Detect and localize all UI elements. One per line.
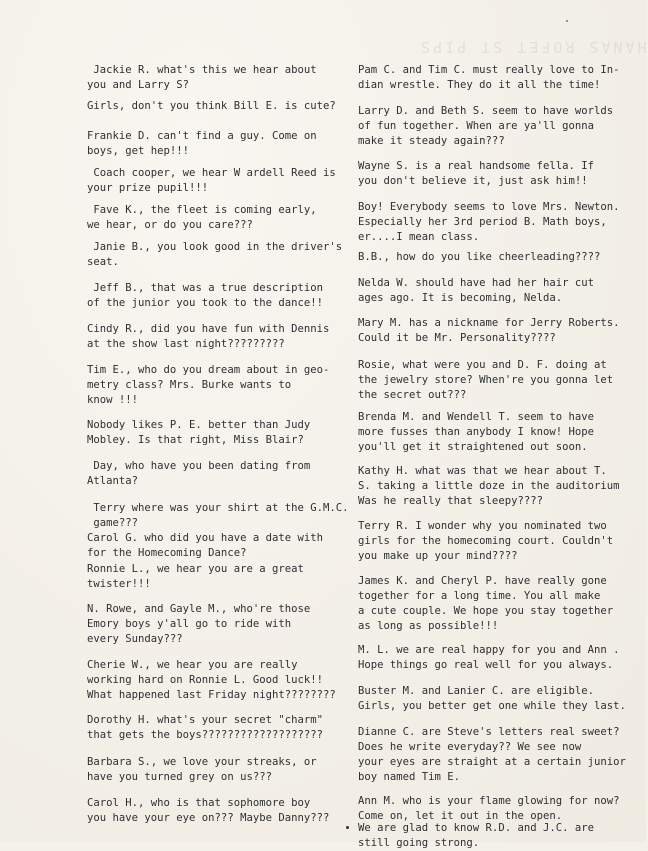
- gossip-item: Brenda M. and Wendell T. seem to have more fusses than anybody I know! Hope you'll get it straightened out soon.: [358, 411, 594, 453]
- gossip-item: Ann M. who is your flame glowing for now? Come on, let it out in the open.: [358, 795, 620, 822]
- gossip-item: N. Rowe, and Gayle M., who're those Emory boys y'all go to ride with every Sunday???: [87, 603, 311, 645]
- gossip-item: Carol H., who is that sophomore boy you have your eye on??? Maybe Danny???: [87, 797, 330, 824]
- gossip-item: Boy! Everybody seems to love Mrs. Newton. Especially her 3rd period B. Math boys, er....I mean class.: [358, 201, 620, 243]
- gossip-item: Nelda W. should have had her hair cut ages ago. It is becoming, Nelda.: [358, 277, 594, 304]
- gossip-item: Day, who have you been dating from Atlanta?: [87, 460, 311, 487]
- gossip-item: Tim E., who do you dream about in geo- metry class? Mrs. Burke wants to know !!!: [87, 364, 330, 406]
- gossip-item: M. L. we are real happy for you and Ann . Hope things go real well for you always.: [358, 644, 620, 671]
- gossip-item: Janie B., you look good in the driver's seat.: [87, 241, 343, 268]
- gossip-item: Frankie D. can't find a guy. Come on boys, get hep!!!: [87, 130, 317, 157]
- gossip-item: Barbara S., we love your streaks, or have you turned grey on us???: [87, 756, 317, 783]
- gossip-item: James K. and Cheryl P. have really gone together for a long time. You all make a cute couple. We hope you stay together as long as possible!!!: [358, 575, 614, 632]
- gossip-item: Girls, don't you think Bill E. is cute?: [87, 100, 336, 112]
- gossip-item: Buster M. and Lanier C. are eligible. Girls, you better get one while they last.: [358, 685, 626, 712]
- gossip-item: Ronnie L., we hear you are a great twister!!!: [87, 563, 304, 590]
- gossip-item: Dianne C. are Steve's letters real sweet? Does he write everyday?? We see now your eyes are straight at a certain junior boy named Tim E.: [358, 726, 626, 783]
- gossip-item: Coach cooper, we hear W ardell Reed is your prize pupil!!!: [87, 167, 336, 194]
- gossip-item: Dorothy H. what's your secret "charm" that gets the boys???????????????????: [87, 714, 323, 741]
- gossip-item: Nobody likes P. E. better than Judy Mobley. Is that right, Miss Blair?: [87, 419, 311, 446]
- gossip-item: We are glad to know R.D. and J.C. are still going strong.: [358, 822, 594, 849]
- gossip-item: B.B., how do you like cheerleading????: [358, 251, 601, 263]
- speck-mark: [566, 20, 568, 22]
- gossip-item: Jeff B., that was a true description of the junior you took to the dance!!: [87, 282, 323, 309]
- gossip-item: Larry D. and Beth S. seem to have worlds of fun together. When are ya'll gonna make it steady again???: [358, 105, 614, 147]
- gossip-item: Terry where was your shirt at the G.M.C. game??? Carol G. who did you have a date with for the Homecoming Dance?: [87, 502, 349, 559]
- bleed-through-header: HANAS ROFET ST PIPS: [418, 38, 647, 56]
- gossip-item: Cherie W., we hear you are really working hard on Ronnie L. Good luck!! What happened last Friday night????????: [87, 659, 336, 701]
- gossip-item: Pam C. and Tim C. must really love to In- dian wrestle. They do it all the time!: [358, 64, 620, 91]
- gossip-item: Terry R. I wonder why you nominated two girls for the homecoming court. Couldn't you make up your mind????: [358, 520, 614, 562]
- gossip-item: Mary M. has a nickname for Jerry Roberts. Could it be Mr. Personality????: [358, 317, 620, 344]
- gossip-item: Rosie, what were you and D. F. doing at the jewelry store? When're you gonna let the secret out???: [358, 359, 614, 401]
- gossip-item: Jackie R. what's this we hear about you and Larry S?: [87, 64, 317, 91]
- punch-mark: [346, 826, 349, 829]
- gossip-item: Wayne S. is a real handsome fella. If you don't believe it, just ask him!!: [358, 160, 594, 187]
- gossip-item: Fave K., the fleet is coming early, we hear, or do you care???: [87, 204, 317, 231]
- gossip-item: Cindy R., did you have fun with Dennis at the show last night?????????: [87, 323, 330, 350]
- gossip-item: Kathy H. what was that we hear about T. S. taking a little doze in the auditorium Was he really that sleepy????: [358, 465, 620, 507]
